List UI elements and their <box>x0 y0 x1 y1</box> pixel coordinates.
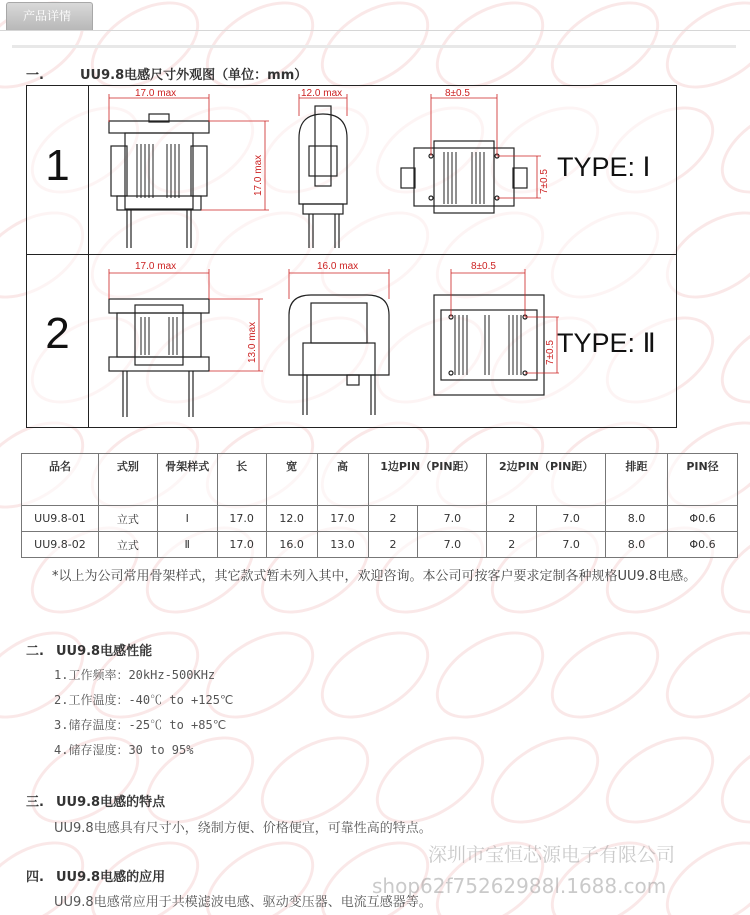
section-title: UU9.8电感的应用 <box>55 870 166 885</box>
dim-width-label: 17.0 max <box>135 88 177 99</box>
watermark-oval <box>306 614 445 737</box>
type-1-drawing <box>89 86 559 254</box>
performance-item: 2.工作温度：-40℃ to +125℃ <box>54 693 234 707</box>
table-cell: 12.0 <box>266 506 317 532</box>
watermark-oval <box>651 824 750 915</box>
table-cell: Φ0.6 <box>668 532 738 558</box>
dimension-diagram <box>26 85 677 428</box>
column-header: 1边PIN（PIN距） <box>368 454 487 506</box>
section-title: UU9.8电感的特点 <box>55 795 166 810</box>
table-cell: 立式 <box>98 532 157 558</box>
table-cell: 13.0 <box>317 532 368 558</box>
table-row <box>22 532 738 558</box>
table-cell: 17.0 <box>217 506 266 532</box>
table-cell: 立式 <box>98 506 157 532</box>
table-cell: 17.0 <box>317 506 368 532</box>
column-header: 2边PIN（PIN距） <box>487 454 606 506</box>
watermark-oval <box>706 89 750 212</box>
section-number: 一. <box>26 68 44 83</box>
column-header: 宽 <box>266 454 317 506</box>
section-number: 二. <box>26 644 44 659</box>
table-cell: UU9.8-02 <box>22 532 99 558</box>
column-header: 式别 <box>98 454 157 506</box>
watermark-oval <box>476 719 615 842</box>
table-cell: 2 <box>487 532 537 558</box>
table-note: *以上为公司常用骨架样式，其它款式暂未列入其中，欢迎咨询。本公司可按客户要求定制各种规格UU9.8电感。 <box>52 569 697 584</box>
tab-product-details[interactable]: 产品详情 <box>6 2 93 30</box>
divider <box>12 45 736 48</box>
watermark-oval <box>651 614 750 737</box>
dim-depth-label: 12.0 max <box>301 88 343 99</box>
table-cell: 2 <box>487 506 537 532</box>
table-cell: Ⅱ <box>157 532 217 558</box>
watermark-company: 深圳市宝恒芯源电子有限公司 <box>428 844 676 866</box>
tab-bar <box>0 0 750 31</box>
section-number: 四. <box>26 870 44 885</box>
column-header: 品名 <box>22 454 99 506</box>
column-header: 长 <box>217 454 266 506</box>
table-cell: 17.0 <box>217 532 266 558</box>
table-cell: Φ0.6 <box>668 506 738 532</box>
watermark-oval <box>706 719 750 842</box>
table-cell: 7.0 <box>418 532 487 558</box>
column-header: 骨架样式 <box>157 454 217 506</box>
dim-depth-label: 16.0 max <box>317 261 359 272</box>
table-cell: 16.0 <box>266 532 317 558</box>
dim-row-spacing-label: 7±0.5 <box>539 169 550 194</box>
row-number: 1 <box>45 141 70 190</box>
application-text: UU9.8电感常应用于共模滤波电感、驱动变压器、电流互感器等。 <box>54 895 432 910</box>
table-row <box>22 506 738 532</box>
column-header: 排距 <box>606 454 668 506</box>
table-cell: 7.0 <box>537 532 606 558</box>
performance-item: 3.储存温度：-25℃ to +85℃ <box>54 718 227 732</box>
features-text: UU9.8电感具有尺寸小，绕制方便、价格便宜，可靠性高的特点。 <box>54 821 432 836</box>
section-1-heading <box>26 64 307 83</box>
section-2-heading <box>26 640 152 659</box>
dim-pin-spacing-label: 8±0.5 <box>445 88 470 99</box>
dim-height-label: 13.0 max <box>247 321 258 363</box>
type-label: TYPE: Ⅰ <box>557 152 651 182</box>
section-number: 三. <box>26 795 44 810</box>
table-cell: 2 <box>368 532 418 558</box>
column-header: PIN径 <box>668 454 738 506</box>
watermark-oval <box>536 824 675 915</box>
watermark-oval <box>706 299 750 422</box>
dim-pin-spacing-label: 8±0.5 <box>471 261 496 272</box>
table-cell: 8.0 <box>606 506 668 532</box>
table-cell: 7.0 <box>418 506 487 532</box>
table-header-row <box>22 454 738 506</box>
type-label: TYPE: Ⅱ <box>557 328 656 358</box>
type-2-drawing <box>89 255 559 427</box>
row-number: 2 <box>45 309 70 358</box>
table-cell: Ⅰ <box>157 506 217 532</box>
spec-table <box>21 453 738 558</box>
watermark-oval <box>591 719 730 842</box>
section-title: UU9.8电感性能 <box>55 644 153 659</box>
performance-item: 1.工作频率：20kHz-500KHz <box>54 668 216 682</box>
watermark-oval <box>421 824 560 915</box>
dim-row-spacing-label: 7±0.5 <box>545 340 556 365</box>
section-3-heading <box>26 791 165 810</box>
table-cell: 7.0 <box>537 506 606 532</box>
table-cell: 8.0 <box>606 532 668 558</box>
section-title: UU9.8电感尺寸外观图（单位：mm） <box>80 68 308 83</box>
performance-item: 4.储存湿度：30 to 95% <box>54 743 194 757</box>
section-4-heading <box>26 866 165 885</box>
dim-width-label: 17.0 max <box>135 261 177 272</box>
column-header: 高 <box>317 454 368 506</box>
watermark-shop-url: shop62f75262988l.1688.com <box>372 874 667 898</box>
table-cell: 2 <box>368 506 418 532</box>
watermark-oval <box>536 614 675 737</box>
dim-height-label: 17.0 max <box>253 154 264 196</box>
watermark-oval <box>421 614 560 737</box>
table-cell: UU9.8-01 <box>22 506 99 532</box>
